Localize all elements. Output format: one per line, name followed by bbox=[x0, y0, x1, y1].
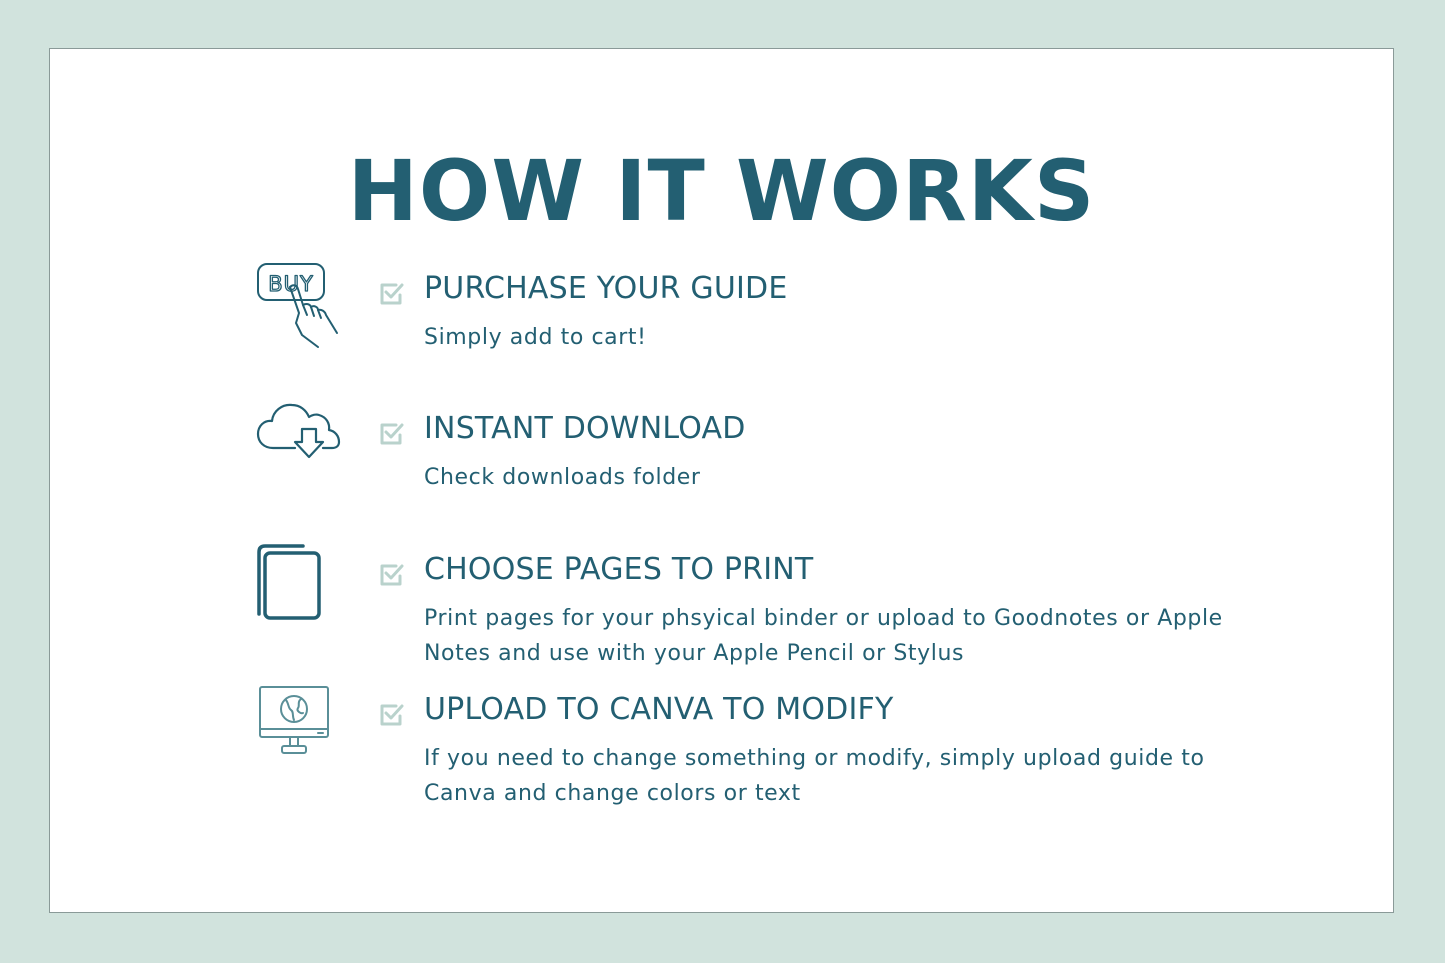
step-heading: PURCHASE YOUR GUIDE bbox=[424, 271, 788, 306]
step-description: Check downloads folder bbox=[424, 465, 701, 490]
step-description: Simply add to cart! bbox=[424, 325, 647, 350]
checkbox-checked-icon bbox=[379, 562, 405, 588]
checkbox-checked-icon bbox=[379, 702, 405, 728]
step-heading: UPLOAD TO CANVA TO MODIFY bbox=[424, 692, 894, 727]
svg-text:BUY: BUY bbox=[268, 272, 314, 296]
cloud-download-icon bbox=[255, 401, 347, 493]
buy-button-click-icon bbox=[255, 261, 347, 353]
monitor-globe-icon bbox=[255, 682, 347, 774]
pages-copy-icon bbox=[255, 542, 347, 634]
checkbox-checked-icon bbox=[379, 281, 405, 307]
step-heading: INSTANT DOWNLOAD bbox=[424, 411, 746, 446]
step-heading: CHOOSE PAGES TO PRINT bbox=[424, 552, 814, 587]
checkbox-checked-icon bbox=[379, 421, 405, 447]
step-description: If you need to change something or modify, simply upload guide to Canva and change colors or text bbox=[424, 746, 1205, 806]
how-it-works-card bbox=[49, 48, 1394, 913]
page-title: HOW IT WORKS bbox=[347, 142, 1096, 240]
step-description: Print pages for your phsyical binder or upload to Goodnotes or Apple Notes and use with your Apple Pencil or Stylus bbox=[424, 606, 1223, 666]
